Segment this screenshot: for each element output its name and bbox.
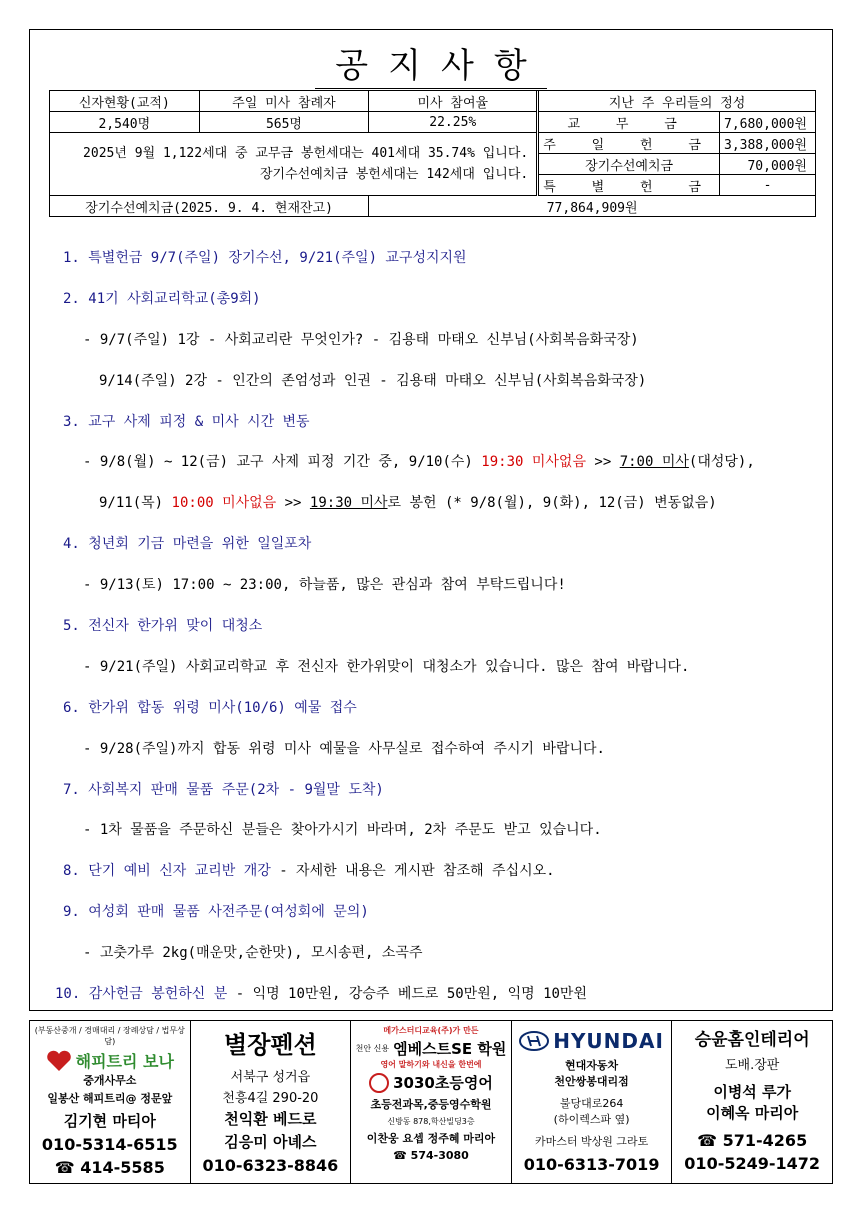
academy-logo-icon <box>369 1073 389 1093</box>
value-attend: 565명 <box>199 112 369 133</box>
item-2-detail-1: - 9/7(주일) 1강 - 사회교리란 무엇인가? - 김용태 마태오 신부님(사회복음화국장) <box>83 331 639 348</box>
item-3-detail-1: - 9/8(월) ~ 12(금) 교구 사제 피정 기간 중, 9/10(수) 19:30 미사없음 >> 7:00 미사(대성당), <box>83 454 755 471</box>
company-name: 해피트리 보나 <box>75 1052 174 1071</box>
header-new: 신자현황(교적) <box>50 91 200 112</box>
contact-person: 이혜옥 마리아 <box>706 1104 799 1122</box>
tel-number: ☎ 414-5585 <box>54 1158 165 1177</box>
contact-person: 이병석 루가 <box>713 1083 792 1101</box>
item-3-detail-2: 9/11(목) 10:00 미사없음 >> 19:30 미사로 봉헌 (* 9/8(월), 9(화), 12(금) 변동없음) <box>99 495 717 512</box>
household-note: 2025년 9월 1,122세대 중 교무금 봉헌세대는 401세대 35.74% 입니다. 장기수선예치금 봉헌세대는 142세대 입니다. <box>50 133 538 196</box>
label-gyomu: 교 무 금 <box>538 112 720 133</box>
value-teuk: - <box>720 175 816 196</box>
item-9: 9. 여성회 판매 물품 사전주문(여성회에 문의) <box>63 904 369 921</box>
item-8: 8. 단기 예비 신자 교리반 개강 - 자세한 내용은 게시판 참조해 주십시오. <box>63 863 555 880</box>
header-offer: 지난 주 우리들의 정성 <box>538 91 816 112</box>
value-jang: 70,000원 <box>720 154 816 175</box>
phone-number: 010-5249-1472 <box>684 1154 821 1173</box>
item-9-detail: - 고춧가루 2kg(매운맛,순한맛), 모시송편, 소곡주 <box>83 945 423 962</box>
ad-interior: 승윤홈인테리어 도배.장판 이병석 루가 이혜옥 마리아 ☎ 571-4265 010-5249-1472 <box>672 1021 832 1183</box>
phone-number: 010-5314-6515 <box>41 1135 178 1154</box>
tel-number: ☎ 571-4265 <box>697 1131 808 1150</box>
notice-frame <box>29 29 833 1011</box>
item-7-detail: - 1차 물품을 주문하신 분들은 찾아가시기 바라며, 2차 주문도 받고 있습니다. <box>83 822 602 839</box>
header-rate: 미사 참여율 <box>369 91 538 112</box>
ad-pension: 별장펜션 서북구 성거읍 천흥4길 290-20 천익환 베드로 김응미 아녜스 010-6323-8846 <box>191 1021 352 1183</box>
tel-number: ☎ 574-3080 <box>393 1149 469 1162</box>
company-name: 별장펜션 <box>224 1031 317 1059</box>
value-gyomu: 7,680,000원 <box>720 112 816 133</box>
hyundai-logo-icon <box>519 1031 549 1051</box>
phone-number: 010-6313-7019 <box>523 1155 660 1174</box>
page-title: 공지사항 <box>30 38 832 87</box>
notice-list <box>55 238 823 1015</box>
contact-person: 이찬웅 요셉 정주혜 마리아 <box>366 1132 496 1145</box>
brand-name: HYUNDAI <box>553 1029 664 1053</box>
stats-table <box>49 90 816 217</box>
item-10: 10. 감사헌금 봉헌하신 분 - 익명 10만원, 강승주 베드로 50만원, 익명 10만원 <box>55 986 587 1003</box>
header-attend: 주일 미사 참례자 <box>199 91 369 112</box>
ads-bar <box>29 1020 833 1184</box>
item-7: 7. 사회복지 판매 물품 주문(2차 - 9월말 도착) <box>63 781 384 798</box>
contact-person: 천익환 베드로 <box>224 1110 317 1128</box>
ad-hyundai: HYUNDAI 현대자동차 천안쌍봉대리점 불당대로264 (하이렉스파 옆) 카마스터 박상원 그라토 010-6313-7019 <box>512 1021 673 1183</box>
item-1: 1. 특별헌금 9/7(주일) 장기수선, 9/21(주일) 교구성지지원 <box>63 250 467 266</box>
item-6-detail: - 9/28(주일)까지 합동 위령 미사 예물을 사무실로 접수하여 주시기 바랍니다. <box>83 740 605 757</box>
value-juil: 3,388,000원 <box>720 133 816 154</box>
label-juil: 주 일 헌 금 <box>538 133 720 154</box>
company-name: 승윤홈인테리어 <box>694 1030 810 1050</box>
item-4: 4. 청년회 기금 마련을 위한 일일포차 <box>63 536 312 553</box>
label-jang: 장기수선예치금 <box>538 154 720 175</box>
ad-happytree: (부동산중개 / 경매대리 / 장례상담 / 법무상담) 해피트리 보나 중개사무소 일봉산 해피트리@ 정문앞 김기현 마티아 010-5314-6515 ☎ 414-5585 <box>30 1021 191 1183</box>
balance-value: 77,864,909원 <box>369 196 816 217</box>
item-2-detail-2: 9/14(주일) 2강 - 인간의 존엄성과 인권 - 김용태 마태오 신부님(사회복음화국장) <box>99 372 647 389</box>
item-6: 6. 한가위 합동 위령 미사(10/6) 예물 접수 <box>63 699 357 716</box>
item-3: 3. 교구 사제 피정 & 미사 시간 변동 <box>63 413 310 430</box>
cancelled-mass: 19:30 미사없음 <box>481 454 586 471</box>
value-rate: 22.25% <box>369 112 538 133</box>
company-name: 엠베스트SE 학원 <box>393 1040 507 1058</box>
label-teuk: 특 별 헌 금 <box>538 175 720 196</box>
phone-number: 010-6323-8846 <box>202 1156 339 1175</box>
contact-person: 김응미 아녜스 <box>224 1133 317 1151</box>
value-new: 2,540명 <box>50 112 200 133</box>
replacement-mass: 7:00 미사 <box>619 454 689 471</box>
item-5: 5. 전신자 한가위 맞이 대청소 <box>63 618 263 635</box>
heart-icon <box>46 1050 72 1072</box>
balance-label: 장기수선예치금(2025. 9. 4. 현재잔고) <box>50 196 369 217</box>
replacement-mass: 19:30 미사 <box>309 495 388 512</box>
item-5-detail: - 9/21(주일) 사회교리학교 후 전신자 한가위맞이 대청소가 있습니다. 많은 참여 바랍니다. <box>83 658 690 675</box>
ad-mbest: 메가스터디교육(주)가 만든 천안 신용 엠베스트SE 학원 영어 말하기와 내신을 한번에 3030초등영어 초등전과목,중등영수학원 신방동 878,학산빌딩3층 이찬웅 요셉 정주혜 마리아 ☎ 574-3080 <box>351 1021 512 1183</box>
cancelled-mass: 10:00 미사없음 <box>171 495 277 512</box>
item-4-detail: - 9/13(토) 17:00 ~ 23:00, 하늘품, 많은 관심과 참여 부탁드립니다! <box>83 577 566 594</box>
contact-person: 김기현 마티아 <box>63 1112 156 1130</box>
item-2: 2. 41기 사회교리학교(총9회) <box>63 290 261 307</box>
contact-person: 카마스터 박상원 그라토 <box>534 1135 649 1148</box>
